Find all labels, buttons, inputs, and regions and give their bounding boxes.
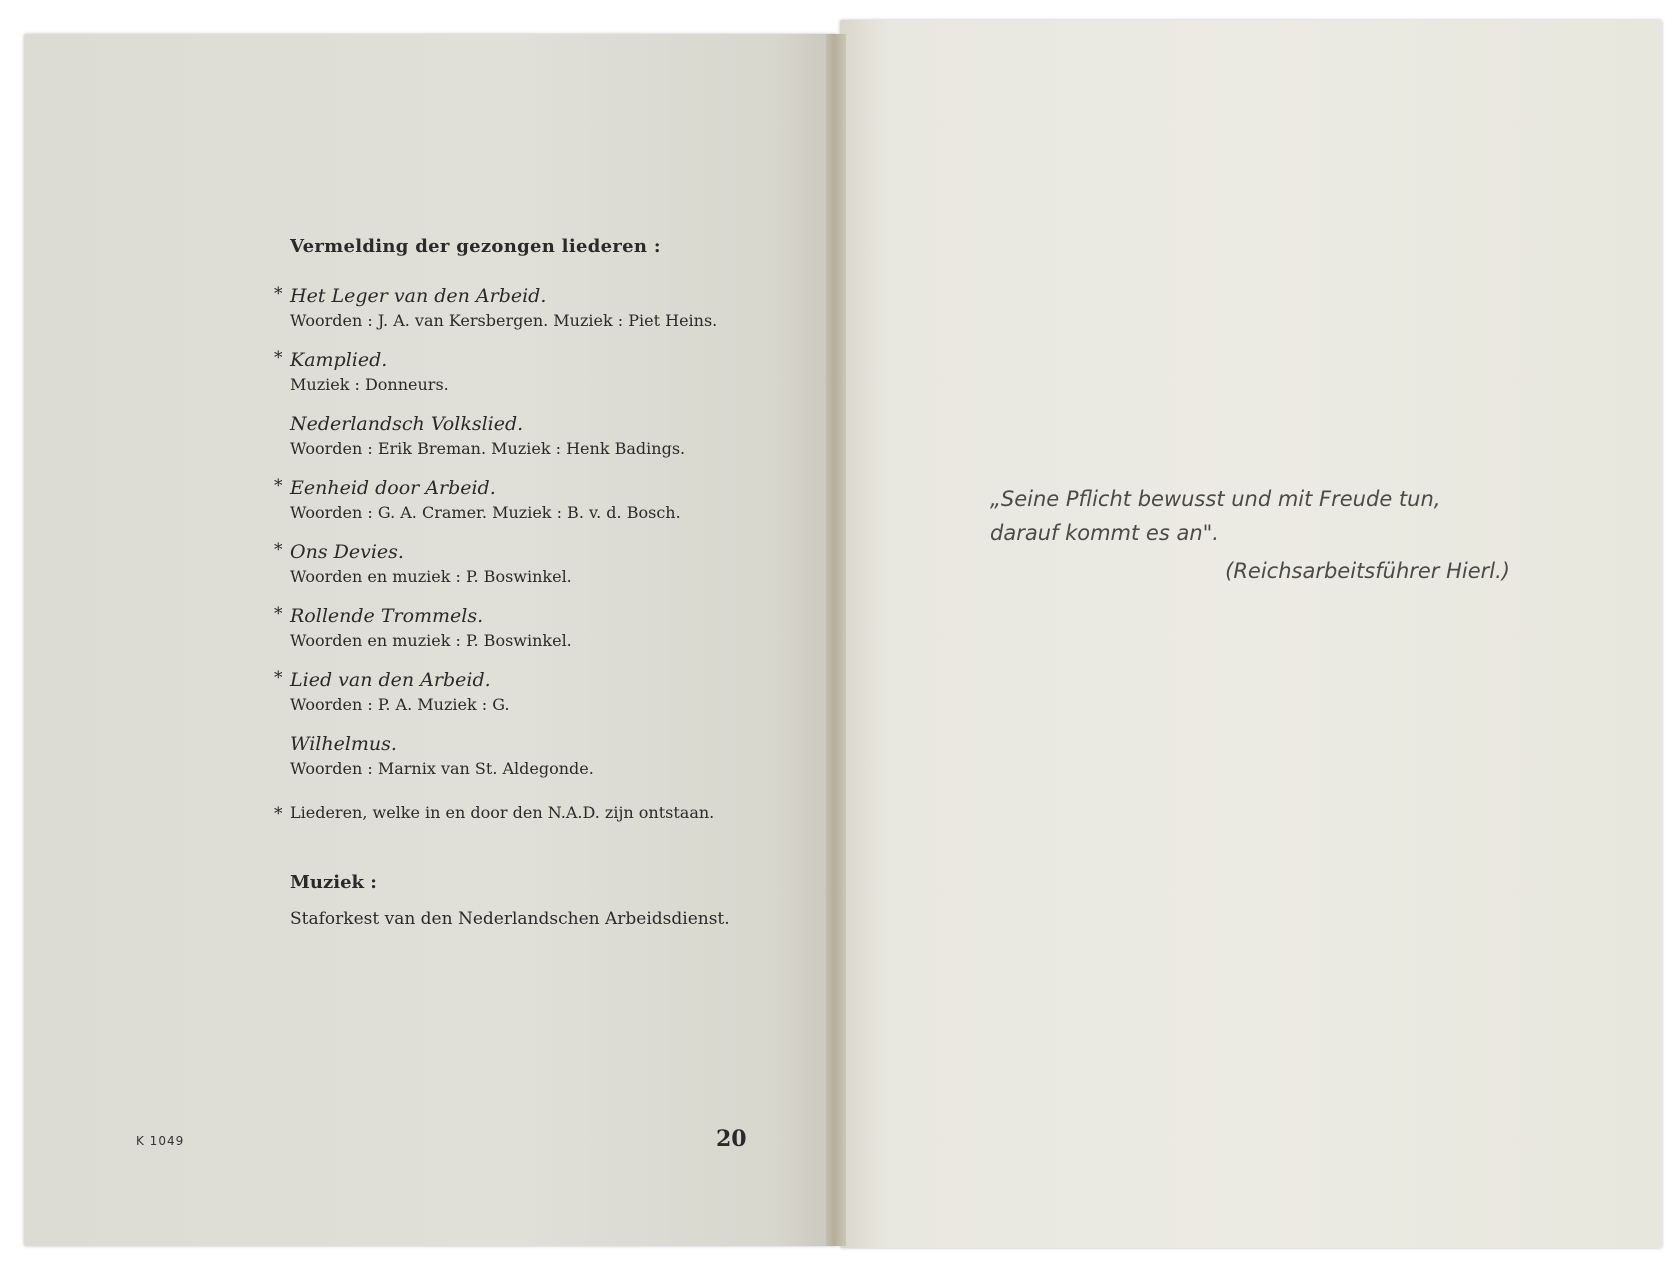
- song-item: [274, 603, 770, 653]
- song-item: [290, 411, 770, 461]
- song-star: *: [274, 284, 283, 304]
- footnote: [274, 803, 770, 824]
- song-item: [274, 539, 770, 589]
- music-heading: Muziek :: [290, 872, 377, 893]
- song-title: Eenheid door Arbeid.: [290, 477, 496, 499]
- footnote-text: Liederen, welke in en door den N.A.D. zijn ontstaan.: [290, 803, 715, 822]
- quote-line: „Seine Pflicht bewusst und mit Freude tun,: [990, 487, 1441, 511]
- quote-line: darauf kommt es an".: [990, 521, 1219, 545]
- song-item: [274, 475, 770, 525]
- song-title: Het Leger van den Arbeid.: [290, 285, 547, 307]
- song-title: Nederlandsch Volkslied.: [290, 413, 524, 435]
- print-code: K 1049: [136, 1134, 185, 1148]
- song-list-heading: Vermelding der gezongen liederen :: [290, 236, 661, 257]
- song-title: Rollende Trommels.: [290, 605, 484, 627]
- song-star: *: [274, 476, 283, 496]
- song-credit: Woorden : G. A. Cramer. Muziek : B. v. d. Bosch.: [290, 503, 681, 522]
- song-title: Kamplied.: [290, 349, 388, 371]
- footnote-star: *: [274, 804, 283, 824]
- spine: [826, 34, 846, 1246]
- song-credit: Woorden : Marnix van St. Aldegonde.: [290, 759, 594, 778]
- page-number: 20: [716, 1126, 747, 1152]
- song-item: [274, 347, 770, 397]
- song-title: Lied van den Arbeid.: [290, 669, 491, 691]
- quote-attribution: (Reichsarbeitsführer Hierl.): [1225, 559, 1510, 583]
- song-star: *: [274, 348, 283, 368]
- right-page: [840, 20, 1662, 1248]
- song-star: *: [274, 668, 283, 688]
- song-credit: Woorden : P. A. Muziek : G.: [290, 695, 510, 714]
- song-item: [290, 731, 770, 781]
- song-item: [274, 667, 770, 717]
- song-credit: Woorden : Erik Breman. Muziek : Henk Badings.: [290, 439, 686, 458]
- song-star: *: [274, 604, 283, 624]
- song-title: Ons Devies.: [290, 541, 404, 563]
- song-list-section: [274, 236, 770, 929]
- quote-block: [990, 482, 1510, 588]
- song-title: Wilhelmus.: [290, 733, 397, 755]
- song-credit: Woorden en muziek : P. Boswinkel.: [290, 567, 572, 586]
- song-star: *: [274, 540, 283, 560]
- song-credit: Woorden en muziek : P. Boswinkel.: [290, 631, 572, 650]
- song-item: [274, 283, 770, 333]
- music-credit: Staforkest van den Nederlandschen Arbeidsdienst.: [290, 909, 730, 929]
- song-credit: Muziek : Donneurs.: [290, 375, 449, 394]
- song-credit: Woorden : J. A. van Kersbergen. Muziek : Piet Heins.: [290, 311, 718, 330]
